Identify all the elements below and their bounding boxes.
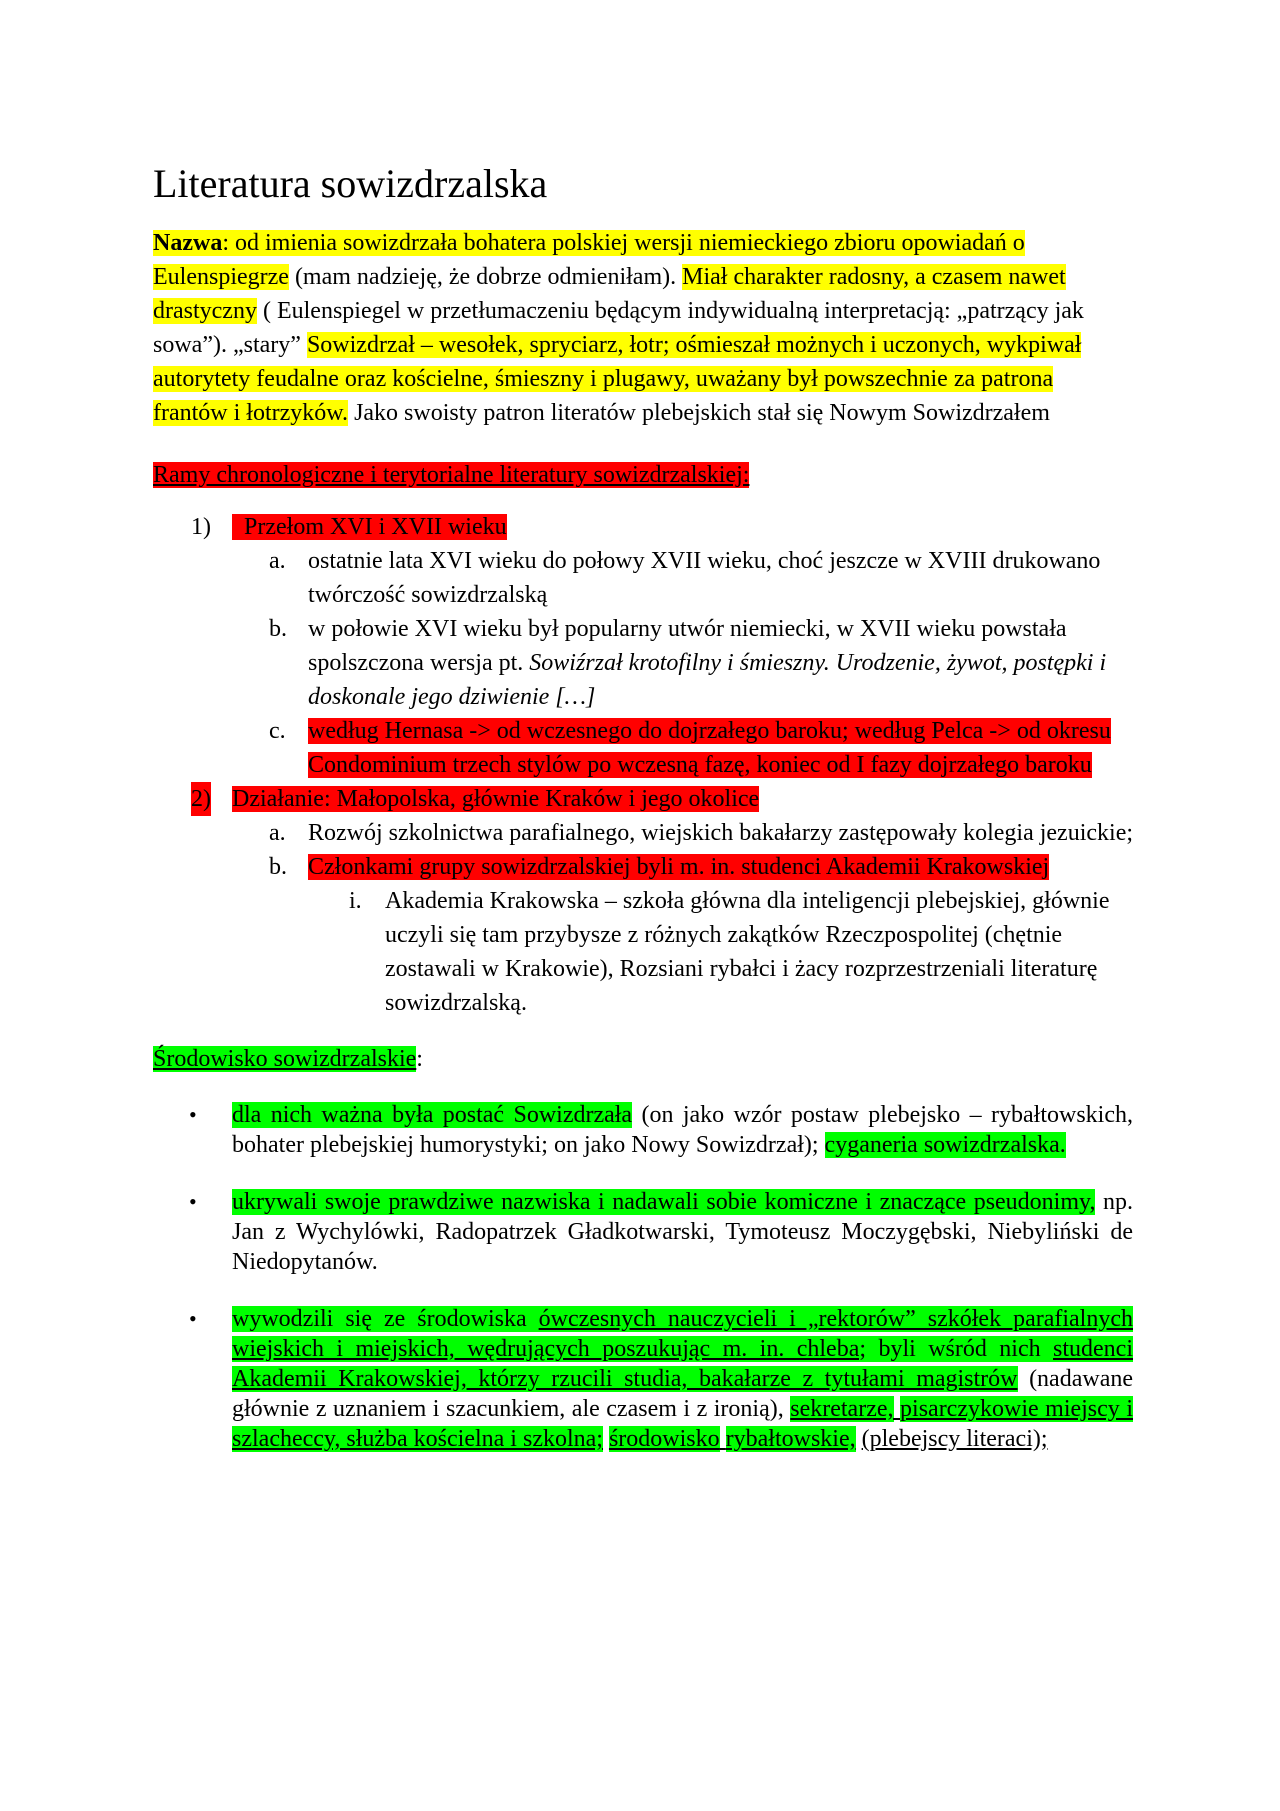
- ramy-sub-1a: [153, 544, 1133, 612]
- list-marker: b.: [269, 616, 287, 642]
- list-marker: b.: [269, 854, 287, 880]
- ramy-sub-1b: [153, 612, 1133, 714]
- ramy-sub-2a: [153, 816, 1133, 850]
- bullet-1-text: (on jako wzór postaw plebejsko – rybałtowskich, bohater plebejskiej humorystyki; on jako Nowy Sowizdrzał);: [232, 1102, 1133, 1158]
- ramy-item-1-sublist: [232, 544, 1133, 782]
- bullet-3-r: (plebejscy literaci);: [861, 1426, 1048, 1452]
- intro-text-6: Jako swoisty patron literatów plebejskich stał się Nowym Sowizdrzałem: [348, 400, 1050, 426]
- srodowisko-bullet-2: [153, 1187, 1133, 1277]
- ramy-sub-1b-text: w połowie XVI wieku był popularny utwór niemiecki, w XVII wieku powstała spolszczona wersja pt.: [308, 616, 1067, 676]
- intro-label: Nazwa: [153, 230, 223, 256]
- bullet-icon: •: [189, 1102, 197, 1127]
- bullet-3-n: środowisko: [608, 1426, 720, 1452]
- srodowisko-bullet-1: [153, 1100, 1133, 1160]
- bullet-3-p: rybałtowskie,: [725, 1426, 856, 1452]
- list-marker: 2): [191, 782, 211, 816]
- ramy-sub-2b-sublist: [308, 884, 1133, 1020]
- ramy-sub-1a-text: ostatnie lata XVI wieku do połowy XVII wieku, choć jeszcze w XVIII drukowano twórczość sowizdrzalską: [308, 548, 1101, 608]
- list-marker: c.: [269, 718, 286, 744]
- ramy-heading-line: [153, 458, 1133, 492]
- srodowisko-heading-line: [153, 1042, 1133, 1076]
- bullet-3-d: wiejskich i miejskich, wędrujących poszukując m. in. chleba: [232, 1336, 860, 1362]
- ramy-sub-1c: [153, 714, 1133, 782]
- intro-text-3: Miał charakter radosny, a czasem nawet drastyczny: [153, 264, 1066, 324]
- ramy-sub-2b-text: Członkami grupy sowizdrzalskiej byli m. in. studenci Akademii Krakowskiej: [308, 854, 1050, 880]
- ramy-sub-2b-i: [153, 884, 1133, 1020]
- list-marker: a.: [269, 820, 286, 846]
- ramy-item-1: [153, 510, 1133, 782]
- intro-text-5: Sowizdrzał – wesołek, spryciarz, łotr; ośmieszał możnych i uczonych, wykpiwał autorytety feudalne oraz kościelne, śmieszny i plugawy, uważany był powszechnie za patrona frantów i łotrzyków.: [153, 332, 1082, 426]
- list-marker: i.: [349, 888, 362, 914]
- page-title: Literatura sowizdrzalska: [153, 161, 548, 206]
- ramy-sub-2b-i-text: Akademia Krakowska – szkoła główna dla inteligencji plebejskiej, głównie uczyli się tam przybysze z różnych zakątków Rzeczpospolitej (chętnie zostawali w Krakowie), Rozsiani rybałci i żacy rozprzestrzeniali literaturę sowizdrzalską.: [385, 888, 1110, 1016]
- list-marker: a.: [269, 548, 286, 574]
- intro-text-2: (mam nadzieję, że dobrze odmieniłam).: [288, 264, 683, 290]
- srodowisko-list: [153, 1100, 1133, 1454]
- ramy-item-2-sublist: [232, 816, 1133, 1020]
- bullet-3-e: ; byli wśród nich: [859, 1336, 1054, 1362]
- bullet-3-l: pisarczykowie miejscy i szlacheccy, służba kościelna i szkolna;: [232, 1396, 1133, 1452]
- intro-text-1: : od imienia sowizdrzała bohatera polskiej wersji niemieckiego zbioru opowiadań o Eulenspiegrze: [153, 230, 1025, 290]
- list-marker: 1): [191, 514, 211, 540]
- bullet-3-o: [720, 1426, 726, 1452]
- bullet-1-highlight-a: dla nich ważna była postać Sowizdrzała: [232, 1102, 633, 1128]
- ramy-sub-1c-text: według Hernasa -> od wczesnego do dojrzałego baroku; według Pelca -> od okresu Condominium trzech stylów po wczesną fazę, koniec od I fazy dojrzałego baroku: [308, 718, 1111, 778]
- ramy-list: [153, 510, 1133, 1020]
- bullet-icon: •: [189, 1306, 197, 1331]
- bullet-2-text: np. Jan z Wychylówki, Radopatrzek Gładkotwarski, Tymoteusz Moczygębski, Niebyliński de Niedopytanów.: [232, 1189, 1134, 1275]
- intro-paragraph: [153, 226, 1133, 430]
- bullet-3-a: wywodzili się ze środowiska: [232, 1306, 539, 1332]
- ramy-item-2-label: Działanie: Małopolska, głównie Kraków i jego okolice: [232, 786, 760, 812]
- srodowisko-bullet-3: [153, 1304, 1133, 1454]
- ramy-item-2: [153, 782, 1133, 1020]
- intro-text-4: ( Eulenspiegel w przetłumaczeniu będącym indywidualną interpretacją: „patrzący jak sowa”). „stary”: [153, 298, 1084, 358]
- bullet-1-highlight-b: cyganeria sowizdrzalska.: [824, 1132, 1066, 1158]
- bullet-3-i: (nadawane głównie z uznaniem i szacunkiem, ale czasem i z ironią),: [232, 1366, 1133, 1422]
- ramy-sub-2a-text: Rozwój szkolnictwa parafialnego, wiejskich bakałarzy zastępowały kolegia jezuickie;: [308, 820, 1134, 846]
- ramy-sub-1b-title: Sowiźrzał krotofilny i śmieszny. Urodzenie, żywot, postępki i doskonale jego dziwienie […]: [308, 650, 1107, 710]
- document-page: [153, 160, 1133, 1481]
- ramy-sub-2b: [153, 850, 1133, 1020]
- ramy-item-1-label: Przełom XVI i XVII wieku: [232, 514, 507, 540]
- bullet-3-h: Akademii Krakowskiej, którzy rzucili studia, bakałarze z tytułami magistrów: [232, 1366, 1018, 1392]
- bullet-3-f: studenci: [1053, 1336, 1133, 1362]
- bullet-2-highlight: ukrywali swoje prawdziwe nazwiska i nadawali sobie komiczne i znaczące pseudonimy,: [232, 1189, 1096, 1215]
- srodowisko-heading-colon: :: [416, 1046, 423, 1072]
- srodowisko-heading: Środowisko sowizdrzalskie: [153, 1046, 417, 1072]
- bullet-3-b: ówczesnych nauczycieli i „rektorów” szkółek parafialnych: [538, 1306, 1133, 1332]
- bullet-icon: •: [189, 1189, 197, 1214]
- ramy-heading: Ramy chronologiczne i terytorialne literatury sowizdrzalskiej:: [153, 462, 750, 488]
- bullet-3-j: sekretarze,: [790, 1396, 894, 1422]
